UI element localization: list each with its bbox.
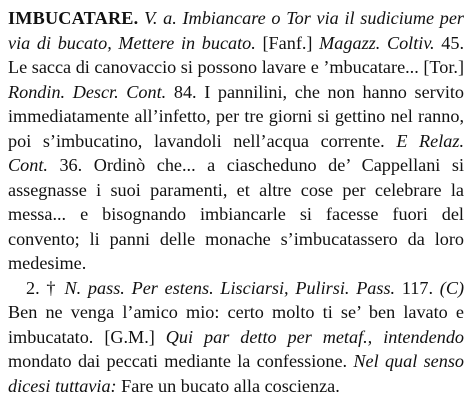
sense-2 <box>8 276 464 399</box>
definition: Qui par detto per metaf., <box>165 326 373 347</box>
citation-source: Pass. <box>356 277 396 298</box>
citation-number: 84. <box>173 81 197 102</box>
citation-tag: (C) <box>439 277 465 298</box>
definition: Per estens. Lisciarsi, Pulirsi. <box>131 277 350 298</box>
citation-number: 45. <box>441 32 465 53</box>
dictionary-entry <box>8 6 464 276</box>
grammar-tag: N. pass. <box>64 277 125 298</box>
citation-source: E Relaz. Cont. <box>8 130 464 175</box>
definition: intendendo <box>383 326 465 347</box>
citation-number: 36. <box>59 155 83 175</box>
example-text: I pannilini, che non hanno servito immediatamente all’infetto, per tre giorni si gettino nel ranno, poi s’imbucatino, lavandoli nell’acqua corrente. <box>8 81 465 151</box>
example-text: Ordinò che... a ciascheduno de’ Cappellani si assegnasse i suoi paramenti, et altre cose per celebrare la messa... e bisognando imbiancarle si facesse fuori del convento; li panni delle monache s’imbucatassero da loro medesime. <box>8 155 465 273</box>
citation-source: Rondin. Descr. Cont. <box>8 81 167 102</box>
example-text: Le sacca di canovaccio si possono lavare e ’mbucatare... [Tor.] <box>8 57 464 77</box>
citation-editor: [G.M.] <box>104 326 155 347</box>
example-text: Ben ne venga l’amico mio: certo molto ti se’ ben lavato e imbucatato. <box>8 302 464 347</box>
example-text: mondato dai peccati mediante la confessione. <box>8 351 348 371</box>
citation-editor: [Fanf.] <box>262 32 313 53</box>
definition: Nel qual senso dicesi tuttavia: <box>8 351 465 396</box>
sense-number: 2. † <box>26 277 58 298</box>
headword: IMBUCATARE. <box>8 8 139 28</box>
citation-number: 117. <box>401 277 434 298</box>
example-text: Fare un bucato alla coscienza. <box>121 375 340 396</box>
grammar-tag: V. a. <box>144 8 177 28</box>
citation-source: Magazz. Coltiv. <box>319 32 435 53</box>
definition: Imbiancare o Tor via il sudiciume per via di bucato, Mettere in bucato. <box>8 8 465 53</box>
